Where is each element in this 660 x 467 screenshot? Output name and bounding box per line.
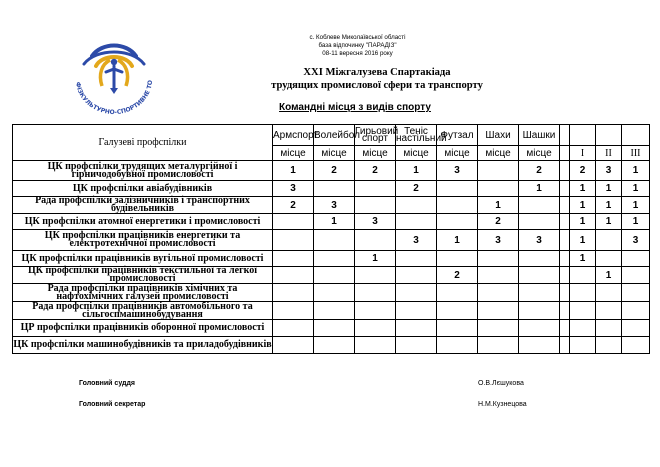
- place-header: місце: [355, 146, 396, 161]
- place-cell: 1: [437, 230, 478, 251]
- place-cell: [396, 284, 437, 302]
- spacer-cell: [560, 181, 570, 197]
- union-name: ЦК профспілки працівників енергетики та електротехнічної промисловості: [13, 230, 273, 251]
- place-cell: [437, 320, 478, 337]
- place-cell: [519, 320, 560, 337]
- overall-place-cell: 1: [570, 251, 596, 267]
- place-cell: [273, 267, 314, 284]
- overall-place-cell: [570, 320, 596, 337]
- empty-header-cell: [560, 146, 570, 161]
- place-header: місце: [273, 146, 314, 161]
- place-cell: 1: [355, 251, 396, 267]
- place-cell: [437, 302, 478, 320]
- spacer-cell: [560, 251, 570, 267]
- overall-place-cell: 1: [596, 197, 622, 214]
- place-cell: 2: [355, 161, 396, 181]
- place-cell: [478, 251, 519, 267]
- roman-header-2: II: [596, 146, 622, 161]
- place-cell: [273, 284, 314, 302]
- place-cell: [396, 337, 437, 354]
- overall-place-cell: 1: [570, 230, 596, 251]
- place-cell: [273, 302, 314, 320]
- place-cell: 1: [314, 214, 355, 230]
- place-cell: [314, 337, 355, 354]
- table-row: [13, 284, 650, 302]
- sport-header: Шашки: [519, 125, 560, 146]
- sport-header: Теніс настільний: [396, 126, 447, 144]
- empty-header-cell: [596, 125, 622, 146]
- place-cell: [396, 302, 437, 320]
- place-cell: [314, 251, 355, 267]
- overall-place-cell: 1: [570, 197, 596, 214]
- place-cell: 3: [314, 197, 355, 214]
- place-cell: [314, 302, 355, 320]
- place-cell: [478, 181, 519, 197]
- table-row: [13, 161, 650, 181]
- page-title: [218, 66, 536, 92]
- table-row: [13, 197, 650, 214]
- overall-place-cell: [570, 267, 596, 284]
- place-cell: [314, 320, 355, 337]
- place-cell: [355, 302, 396, 320]
- overall-place-cell: 1: [622, 214, 650, 230]
- place-cell: 2: [437, 267, 478, 284]
- place-cell: 3: [478, 230, 519, 251]
- union-name: Рада профспілки залізничників і транспортних будівельників: [13, 197, 273, 214]
- place-cell: [437, 214, 478, 230]
- place-cell: [355, 230, 396, 251]
- place-header: місце: [519, 146, 560, 161]
- place-cell: [437, 197, 478, 214]
- results-table: [12, 124, 650, 354]
- overall-place-cell: 3: [622, 230, 650, 251]
- table-row: [13, 214, 650, 230]
- header-row-sports: [13, 125, 650, 146]
- table-row: [13, 267, 650, 284]
- table-row: [13, 230, 650, 251]
- overall-place-cell: 3: [596, 161, 622, 181]
- overall-place-cell: 1: [622, 197, 650, 214]
- empty-header-cell: [622, 125, 650, 146]
- overall-place-cell: [622, 320, 650, 337]
- sport-header: Волейбол: [314, 125, 355, 146]
- sport-header: Армспорт: [273, 125, 314, 146]
- overall-place-cell: 1: [622, 181, 650, 197]
- overall-place-cell: [596, 251, 622, 267]
- place-cell: [478, 161, 519, 181]
- overall-place-cell: [596, 337, 622, 354]
- place-cell: [396, 251, 437, 267]
- spacer-cell: [560, 320, 570, 337]
- overall-place-cell: 2: [570, 161, 596, 181]
- union-name: Рада профспілки працівників автомобільного та сільгоспмашинобудування: [13, 302, 273, 320]
- overall-place-cell: [622, 251, 650, 267]
- overall-place-cell: [570, 284, 596, 302]
- place-cell: [355, 284, 396, 302]
- place-cell: 1: [273, 161, 314, 181]
- overall-place-cell: [596, 302, 622, 320]
- union-name: Рада профспілки працівників хімічних та нафтохімічних галузей промисловості: [13, 284, 273, 302]
- overall-place-cell: [596, 320, 622, 337]
- place-header: місце: [396, 146, 437, 161]
- place-cell: [273, 251, 314, 267]
- spacer-cell: [560, 267, 570, 284]
- secretary-label: Головний секретар: [79, 401, 146, 408]
- title-line-1: XXI Міжгалузева Спартакіада: [303, 67, 451, 78]
- place-cell: 2: [396, 181, 437, 197]
- place-cell: [519, 302, 560, 320]
- overall-place-cell: 1: [596, 214, 622, 230]
- table-row: [13, 302, 650, 320]
- place-header: місце: [478, 146, 519, 161]
- spacer-cell: [560, 302, 570, 320]
- place-cell: [396, 214, 437, 230]
- place-cell: [273, 337, 314, 354]
- place-cell: [519, 267, 560, 284]
- place-cell: 3: [396, 230, 437, 251]
- overall-place-cell: [622, 302, 650, 320]
- place-cell: [478, 284, 519, 302]
- overall-place-cell: [622, 267, 650, 284]
- empty-header-cell: [560, 125, 570, 146]
- place-cell: [519, 214, 560, 230]
- spacer-cell: [560, 197, 570, 214]
- judge-label: Головний суддя: [79, 380, 136, 387]
- place-header: місце: [437, 146, 478, 161]
- overall-place-cell: [596, 230, 622, 251]
- union-name: ЦР профспілки працівників оборонної промисловості: [13, 320, 273, 337]
- overall-place-cell: [596, 284, 622, 302]
- union-name: ЦК профспілки працівників текстильної та легкої промисловості: [13, 267, 273, 284]
- place-cell: [519, 251, 560, 267]
- union-name: ЦК профспілки атомної енергетики і промисловості: [13, 214, 273, 230]
- place-cell: 1: [519, 181, 560, 197]
- place-cell: 1: [478, 197, 519, 214]
- place-cell: [314, 181, 355, 197]
- place-cell: [273, 230, 314, 251]
- overall-place-cell: [570, 302, 596, 320]
- place-cell: [314, 230, 355, 251]
- place-cell: [396, 197, 437, 214]
- place-cell: [396, 267, 437, 284]
- place-cell: 1: [396, 161, 437, 181]
- place-cell: [478, 337, 519, 354]
- logo-ring-text: ФІЗКУЛЬТУРНО-СПОРТИВНЕ ТО: [73, 79, 155, 117]
- organization-logo: [62, 36, 166, 120]
- place-cell: [519, 284, 560, 302]
- union-name: ЦК профспілки авіабудівників: [13, 181, 273, 197]
- place-cell: [314, 284, 355, 302]
- spacer-cell: [560, 337, 570, 354]
- place-cell: [437, 337, 478, 354]
- sport-header: Футзал: [437, 125, 478, 146]
- location-line-2: база відпочинку "ПАРАДІЗ": [318, 42, 397, 50]
- location-line-3: 08-11 вересня 2016 року: [322, 50, 393, 58]
- place-cell: [396, 320, 437, 337]
- place-cell: 3: [355, 214, 396, 230]
- table-row: [13, 320, 650, 337]
- place-cell: [478, 267, 519, 284]
- place-cell: [355, 197, 396, 214]
- field-header: Галузеві профспілки: [13, 125, 273, 161]
- place-cell: [437, 181, 478, 197]
- place-cell: [273, 214, 314, 230]
- overall-place-cell: 1: [570, 214, 596, 230]
- location-line-1: с. Коблеве Миколаївської області: [309, 34, 406, 41]
- place-cell: [519, 197, 560, 214]
- overall-place-cell: 1: [596, 267, 622, 284]
- union-name: ЦК профспілки машинобудівників та приладобудівників: [13, 337, 273, 354]
- place-cell: 3: [437, 161, 478, 181]
- table-row: [13, 337, 650, 354]
- place-cell: 2: [314, 161, 355, 181]
- place-cell: [437, 251, 478, 267]
- place-cell: [519, 337, 560, 354]
- roman-header-1: I: [570, 146, 596, 161]
- spacer-cell: [560, 230, 570, 251]
- place-cell: [437, 284, 478, 302]
- place-cell: [355, 181, 396, 197]
- roman-header-3: III: [622, 146, 650, 161]
- judge-name: О.В.Лєшукова: [478, 380, 524, 387]
- place-cell: 2: [273, 197, 314, 214]
- place-cell: [355, 337, 396, 354]
- page-subtitle: Командні місця з видів спорту: [279, 102, 431, 113]
- overall-place-cell: [622, 337, 650, 354]
- place-cell: [355, 320, 396, 337]
- place-cell: 3: [519, 230, 560, 251]
- empty-header-cell: [570, 125, 596, 146]
- spacer-cell: [560, 161, 570, 181]
- secretary-name: Н.М.Кузнецова: [478, 401, 527, 408]
- overall-place-cell: 1: [622, 161, 650, 181]
- place-cell: [478, 302, 519, 320]
- spacer-cell: [560, 284, 570, 302]
- overall-place-cell: 1: [570, 181, 596, 197]
- spacer-cell: [560, 214, 570, 230]
- location-block: [230, 34, 485, 59]
- place-cell: [478, 320, 519, 337]
- overall-place-cell: [622, 284, 650, 302]
- sport-header: Гирьовий спорт: [355, 126, 399, 144]
- overall-place-cell: 1: [596, 181, 622, 197]
- place-cell: [273, 320, 314, 337]
- place-cell: 2: [478, 214, 519, 230]
- place-cell: 3: [273, 181, 314, 197]
- place-header: місце: [314, 146, 355, 161]
- place-cell: 2: [519, 161, 560, 181]
- overall-place-cell: [570, 337, 596, 354]
- place-cell: [314, 267, 355, 284]
- place-cell: [355, 267, 396, 284]
- union-name: ЦК профспілки трудящих металургійної і гірничодобувної промисловості: [13, 161, 273, 181]
- union-name: ЦК профспілки працівників вугільної промисловості: [13, 251, 273, 267]
- title-line-2: трудящих промислової сфери та транспорту: [271, 80, 483, 91]
- sport-header: Шахи: [478, 125, 519, 146]
